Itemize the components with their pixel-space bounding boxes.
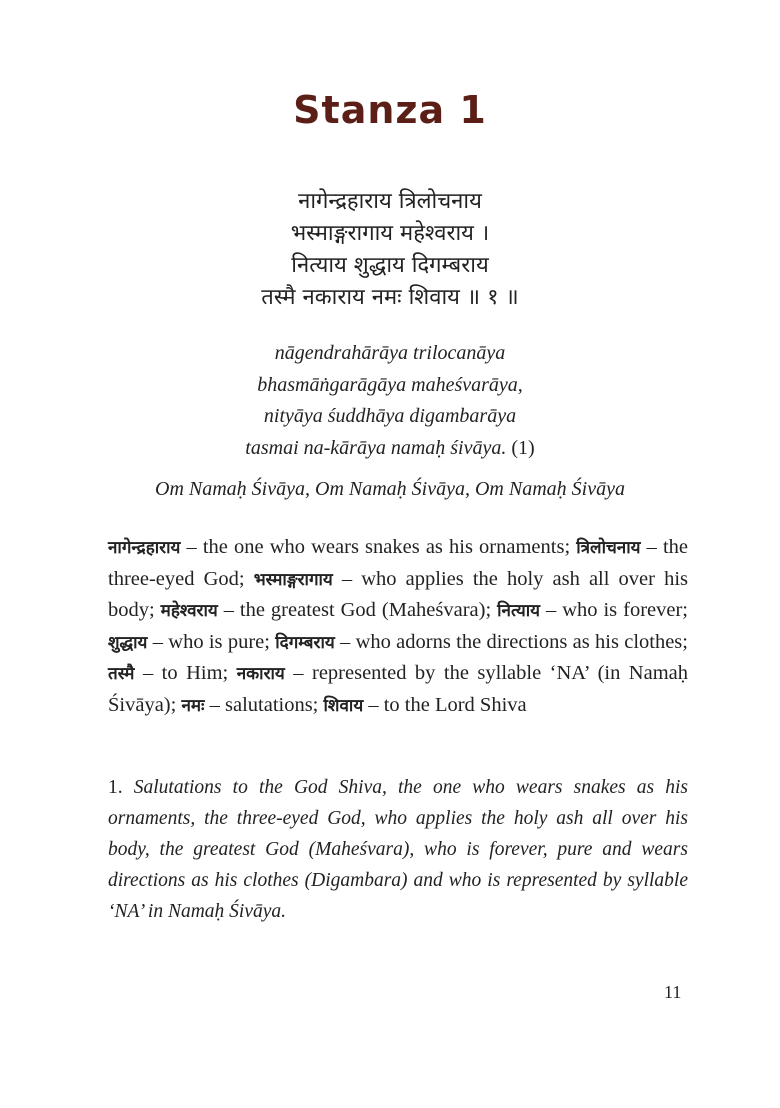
verse-line: नित्याय शुद्धाय दिगम्बराय xyxy=(291,253,489,278)
translit-line-last xyxy=(0,433,780,465)
gloss-meaning: – the three-eyed God; xyxy=(108,536,688,590)
translit-text: tasmai na-kārāya namaḥ śivāya. xyxy=(245,436,507,459)
gloss-meaning: – salutations; xyxy=(204,693,324,716)
translation-text: Salutations to the God Shiva, the one who wears snakes as his ornaments, the three-eyed God, who applies the holy ash all over his body, the greatest God (Maheśvara), who is forever, pure and wears directions as his clothes (Digambara) and who is represented by syllable ‘NA’ in Namaḥ Śivāya. xyxy=(108,777,688,922)
translation-number: 1. xyxy=(108,777,123,798)
verse-devanagari xyxy=(0,186,780,314)
verse-line: तस्मै नकाराय नमः शिवाय ॥ १ ॥ xyxy=(261,285,519,310)
gloss-word: नमः xyxy=(181,695,205,716)
gloss-meaning: – the greatest God (Maheśvara); xyxy=(217,599,498,621)
gloss-word: भस्माङ्गरागाय xyxy=(253,569,333,590)
translit-line: nāgendrahārāya trilocanāya xyxy=(274,342,506,364)
translation xyxy=(108,772,688,927)
gloss-word: दिगम्बराय xyxy=(275,632,335,653)
gloss-word: शिवाय xyxy=(323,695,364,716)
gloss-meaning: – to the Lord Shiva xyxy=(363,693,527,716)
gloss-meaning: – represented by the syllable ‘NA’ (in Namaḥ Śivāya); xyxy=(108,662,688,716)
gloss-word: शुद्धाय xyxy=(108,632,148,653)
verse-line: भस्माङ्गरागाय महेश्वराय । xyxy=(290,221,490,246)
translit-line: nityāya śuddhāya digambarāya xyxy=(263,405,517,427)
gloss-word: नकाराय xyxy=(236,664,285,684)
gloss-word: नागेन्द्रहाराय xyxy=(108,538,181,558)
gloss-meaning: – who adorns the directions as his clothes; xyxy=(334,630,688,653)
gloss-meaning: – to Him; xyxy=(134,662,237,684)
word-glossary xyxy=(108,532,688,721)
gloss-meaning: – who is forever; xyxy=(540,599,688,621)
page-number: 11 xyxy=(664,982,682,1002)
translit-line: bhasmāṅgarāgāya maheśvarāya, xyxy=(257,373,523,396)
gloss-meaning: – the one who wears snakes as his ornaments; xyxy=(180,536,577,558)
gloss-meaning: – who is pure; xyxy=(147,630,276,653)
gloss-word: त्रिलोचनाय xyxy=(576,538,641,558)
gloss-word: तस्मै xyxy=(108,664,135,684)
verse-transliteration xyxy=(0,338,780,464)
gloss-word: नित्याय xyxy=(497,601,541,621)
verse-line: नागेन्द्रहाराय त्रिलोचनाय xyxy=(298,189,482,214)
verse-number: (1) xyxy=(511,436,535,459)
refrain: Om Namaḥ Śivāya, Om Namaḥ Śivāya, Om Namaḥ Śivāya xyxy=(155,478,625,500)
gloss-word: महेश्वराय xyxy=(160,601,218,621)
gloss-meaning: – who applies the holy ash all over his body; xyxy=(108,567,688,621)
page-title: Stanza 1 xyxy=(293,88,487,132)
